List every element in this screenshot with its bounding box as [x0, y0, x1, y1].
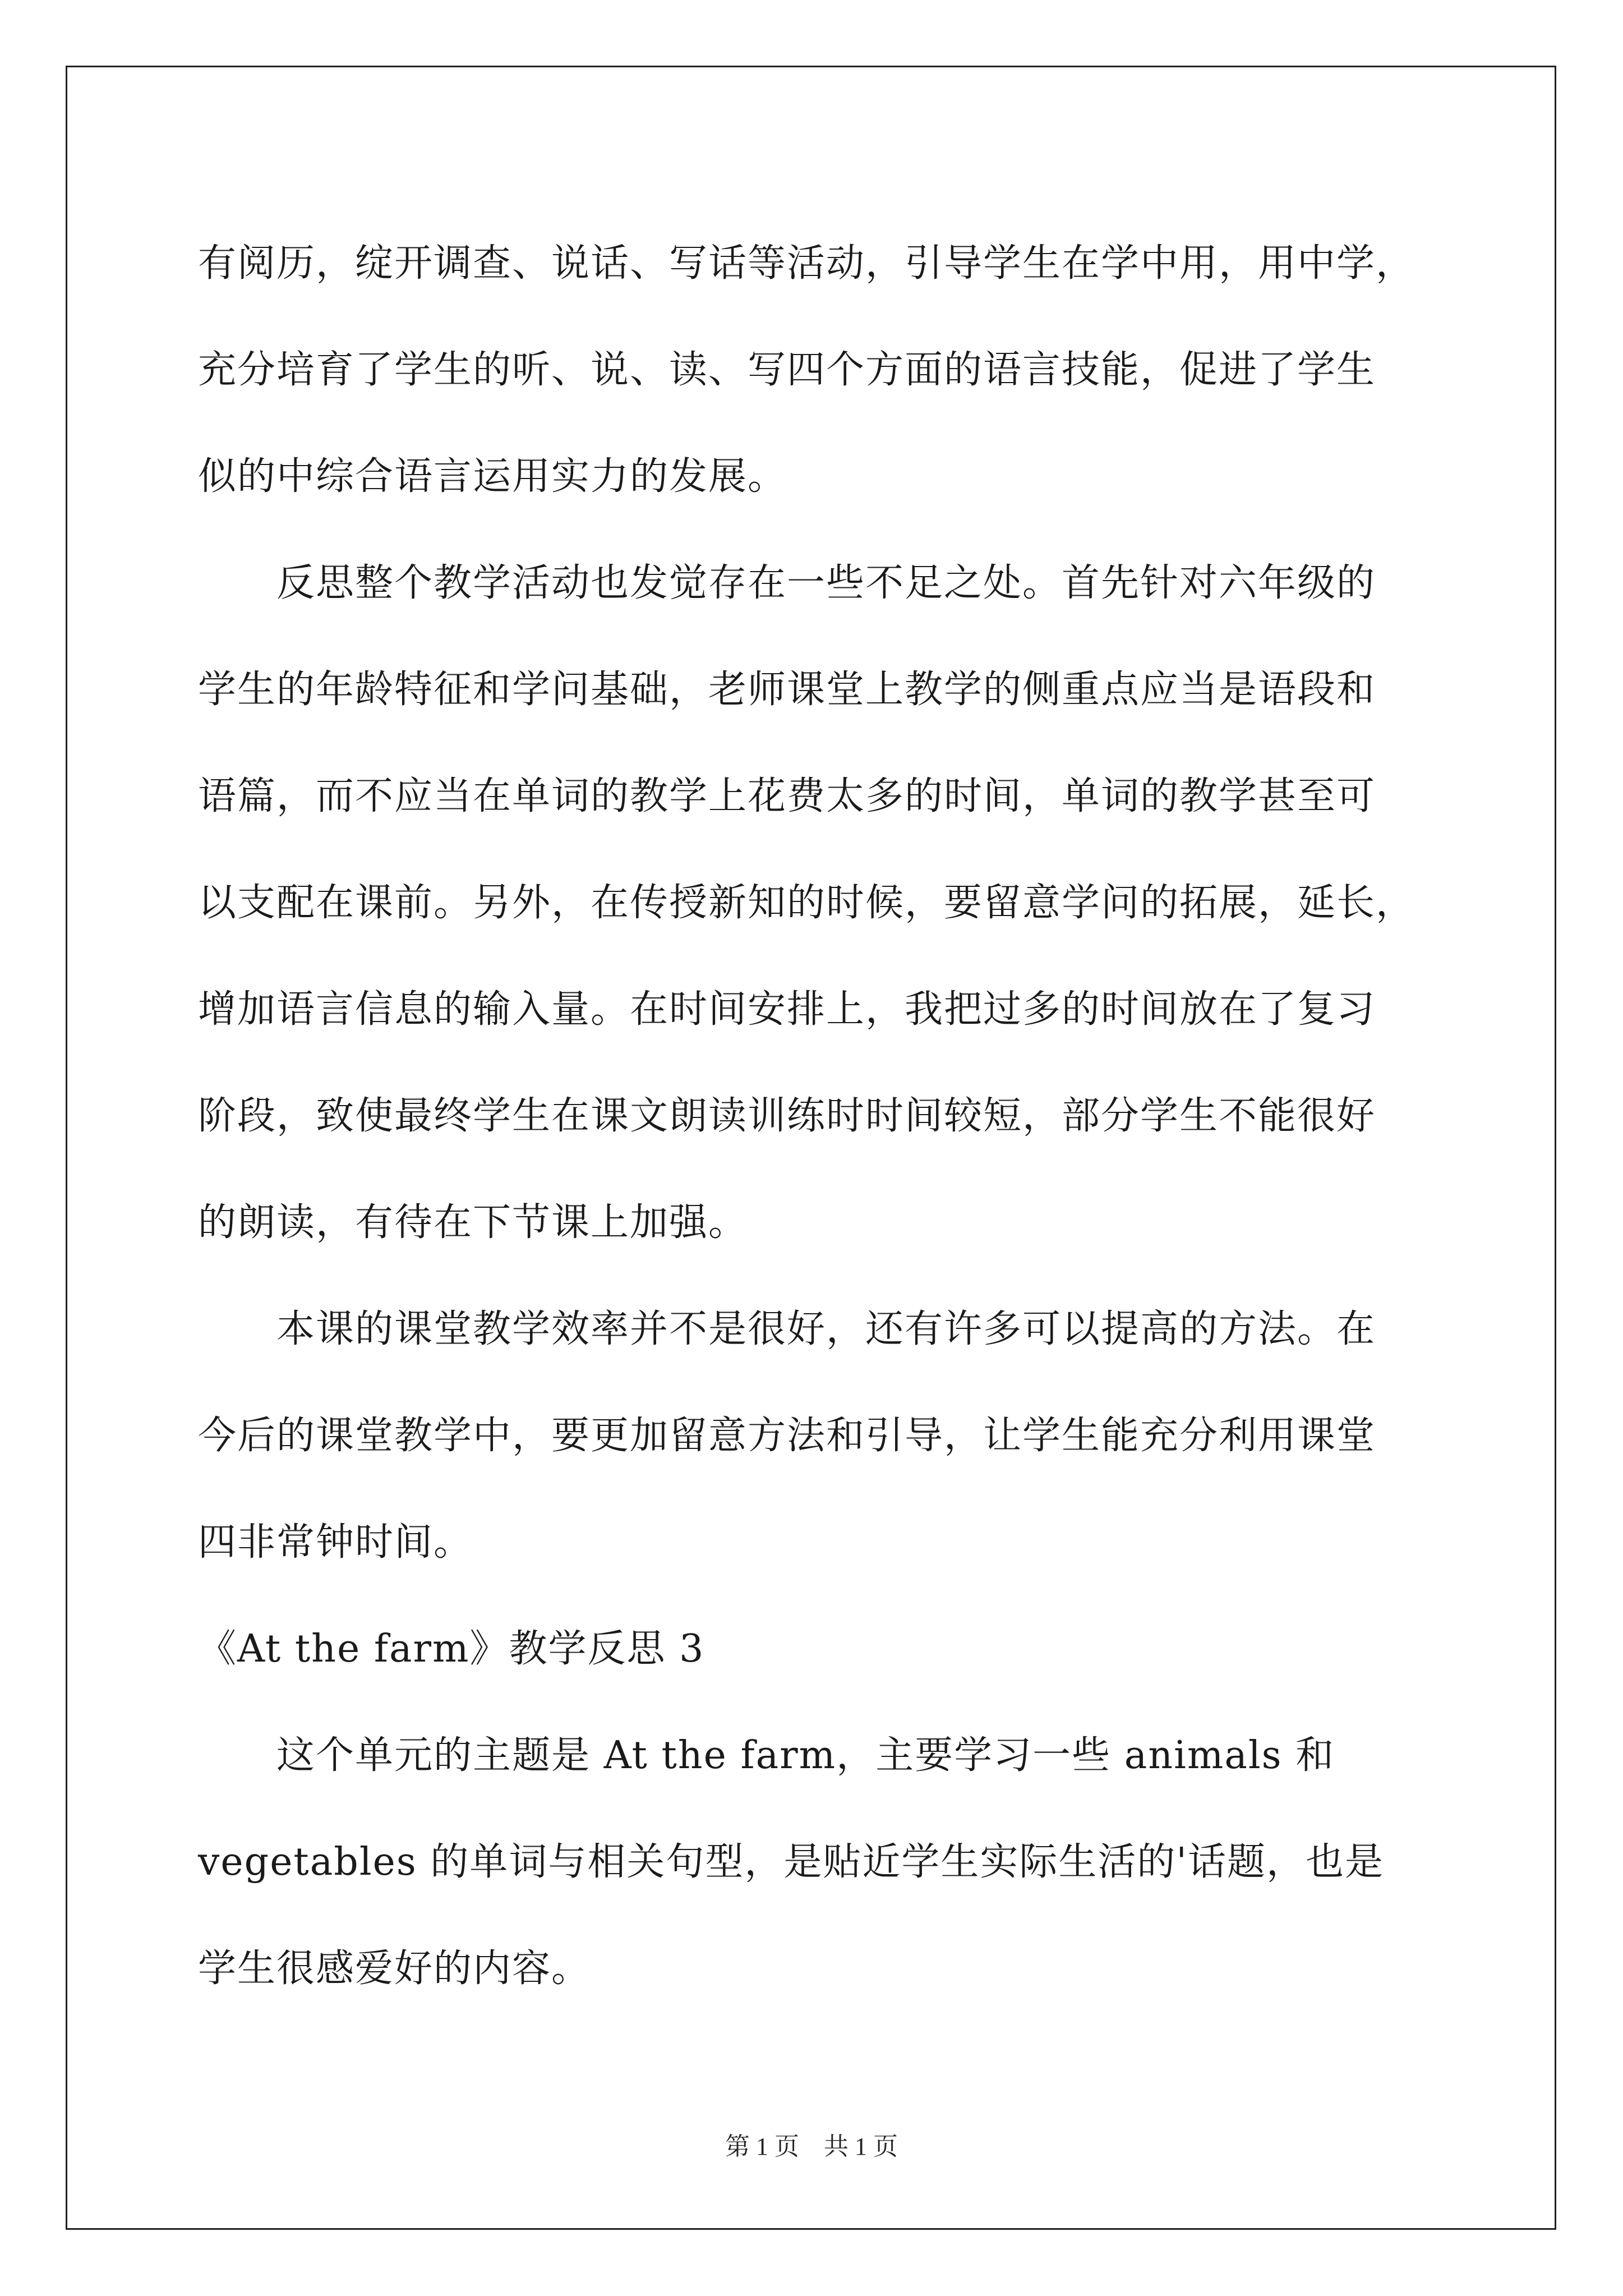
section-heading: 《At the farm》教学反思 3 — [198, 1627, 705, 1671]
text-line: 阶段，致使最终学生在课文朗读训练时时间较短，部分学生不能很好 — [198, 1094, 1376, 1138]
text-line: 学生的年龄特征和学问基础，老师课堂上教学的侧重点应当是语段和 — [198, 668, 1376, 712]
text-line: 以支配在课前。另外，在传授新知的时候，要留意学问的拓展，延长， — [198, 881, 1415, 925]
text-line: 语篇，而不应当在单词的教学上花费太多的时间，单词的教学甚至可 — [198, 774, 1376, 818]
text-line: 本课的课堂教学效率并不是很好，还有许多可以提高的方法。在 — [276, 1307, 1376, 1351]
text-line: 今后的课堂教学中，要更加留意方法和引导，让学生能充分利用课堂 — [198, 1414, 1376, 1458]
text-line: 似的中综合语言运用实力的发展。 — [198, 454, 787, 499]
text-line: 有阅历，绽开调查、说话、写话等活动，引导学生在学中用，用中学， — [198, 241, 1415, 286]
text-line: 学生很感爱好的内容。 — [198, 1947, 591, 1991]
text-line: 增加语言信息的输入量。在时间安排上，我把过多的时间放在了复习 — [198, 987, 1376, 1032]
text-line: 四非常钟时间。 — [198, 1520, 473, 1565]
page-number-footer: 第 1 页 共 1 页 — [725, 2133, 898, 2160]
text-line: 的朗读，有待在下节课上加强。 — [198, 1200, 748, 1245]
text-line: 充分培育了学生的听、说、读、写四个方面的语言技能，促进了学生 — [198, 348, 1376, 392]
text-line: 这个单元的主题是 At the farm，主要学习一些 animals 和 — [276, 1733, 1335, 1778]
document-body — [198, 210, 1437, 2022]
text-line: vegetables 的单词与相关句型，是贴近学生实际生活的'话题，也是 — [198, 1840, 1385, 1884]
text-line: 反思整个教学活动也发觉存在一些不足之处。首先针对六年级的 — [276, 561, 1376, 605]
